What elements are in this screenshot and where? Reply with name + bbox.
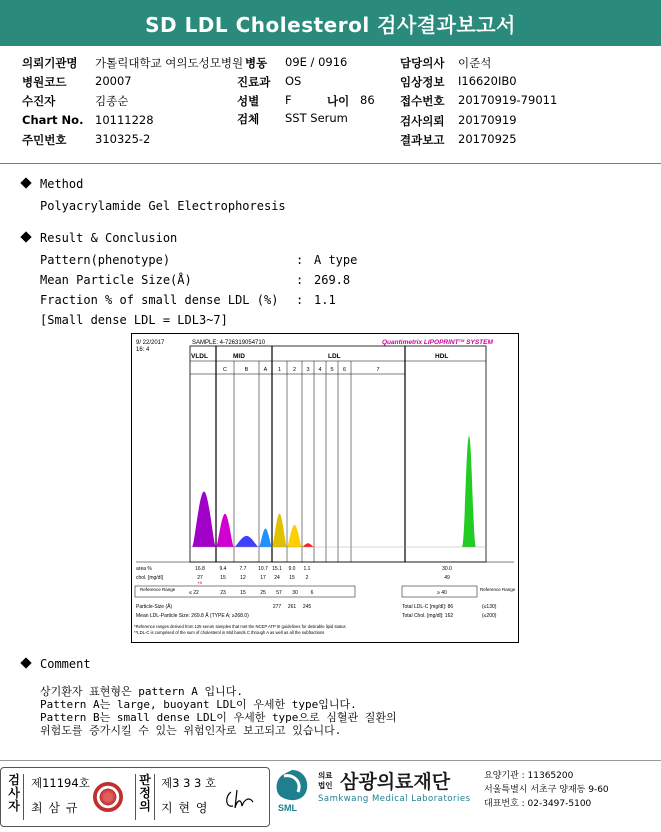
peak-vldl xyxy=(192,492,216,548)
table-cell: 49 xyxy=(444,575,450,581)
footnote-2: **LDL-C is comprised of the sum of cholesterol in Mid bands C through A as well as all the subfractions xyxy=(134,630,325,635)
reviewer-license: 제3 3 3 호 xyxy=(161,776,217,790)
ref-range-cell: ≤ 22 xyxy=(189,590,199,596)
hosp-code-value: 20007 xyxy=(95,74,132,88)
method-text: Polyacrylamide Gel Electrophoresis xyxy=(40,199,286,213)
examiner-name: 최 삼 규 xyxy=(31,801,79,815)
result-row-label: Mean Particle Size(Å) xyxy=(40,273,192,287)
sub-band-label: 2 xyxy=(292,367,297,373)
divider-bottom xyxy=(0,760,661,761)
table-cell: 15 xyxy=(220,575,226,581)
id-value: 310325-2 xyxy=(95,132,151,146)
table-cell: 24 xyxy=(274,575,280,581)
table-cell: 9.0 xyxy=(288,566,296,572)
peak-2 xyxy=(287,525,302,547)
reviewer-label: 판정의 xyxy=(135,774,155,820)
reviewer-signature xyxy=(223,786,259,814)
total-chol-ref: (≤200) xyxy=(482,613,497,619)
sub-band-label: 5 xyxy=(330,367,334,373)
ward-value: 09E / 0916 xyxy=(285,55,348,69)
divider-top xyxy=(0,163,661,164)
ref-range-label: Reference Range xyxy=(140,587,176,592)
report-title: SD LDL Cholesterol 검사결과보고서 xyxy=(0,0,661,46)
specimen-label: 검체 xyxy=(237,112,260,126)
particle-size-cell: 245 xyxy=(302,604,312,610)
chart-brand xyxy=(382,338,493,346)
test-req-value: 20170919 xyxy=(458,113,517,127)
receipt-label: 접수번호 xyxy=(400,94,445,108)
table-row-label: chol. [mg/dl] xyxy=(136,575,163,581)
result-heading-text: Result & Conclusion xyxy=(40,231,178,245)
diamond-bullet-icon xyxy=(20,231,31,242)
chart-sample: SAMPLE: 4-726319054710 xyxy=(192,340,266,346)
comment-line: Pattern A는 large, buoyant LDL이 우세한 type입니다. xyxy=(40,698,357,711)
particle-size-label: Particle-Size (Å) xyxy=(136,604,173,610)
org-prefix xyxy=(318,771,333,791)
comment-line: Pattern B는 small dense LDL이 우세한 type으로 심혈관 질환의 xyxy=(40,711,397,724)
chart-brand-name: Quantimetrix LIPOPRINT xyxy=(382,339,459,346)
ref-range-cell: 30 xyxy=(292,590,298,596)
result-row-value: 1.1 xyxy=(314,293,336,307)
comment-line: 위험도를 증가시킬 수 있는 위험인자로 보고되고 있습니다. xyxy=(40,724,342,737)
particle-size-cell: 261 xyxy=(287,604,297,610)
diamond-bullet-icon xyxy=(20,177,31,188)
particle-size-cell: 277 xyxy=(272,604,282,610)
examinee-label: 수진자 xyxy=(22,94,56,108)
result-row-label: Pattern(phenotype) xyxy=(40,253,171,267)
result-note: [Small dense LDL = LDL3~7] xyxy=(40,313,228,327)
method-heading xyxy=(22,177,83,191)
table-cell: 15.1 xyxy=(272,566,282,572)
chart-no-value: 10111228 xyxy=(95,113,154,127)
clinical-label: 임상정보 xyxy=(400,75,445,89)
table-cell: 7.7 xyxy=(239,566,247,572)
table-cell: 27 xyxy=(197,575,203,581)
sub-band-label: 6 xyxy=(342,367,347,373)
band-dividers xyxy=(190,346,486,562)
report-label: 결과보고 xyxy=(400,133,445,147)
reviewer-name: 지 현 영 xyxy=(161,801,209,815)
band-label-ldl: LDL xyxy=(328,353,341,360)
chart-date: 9/ 22/2017 xyxy=(136,340,165,346)
dept-label: 진료과 xyxy=(237,75,271,89)
org-address: 서울특별시 서초구 양재동 9-60 xyxy=(484,785,609,795)
peak-hdl xyxy=(462,436,476,547)
hosp-code-label: 병원코드 xyxy=(22,75,67,89)
org-phone: 대표번호 : 02-3497-5100 xyxy=(484,799,592,809)
age-value: 86 xyxy=(360,93,375,107)
report-value: 20170925 xyxy=(458,132,517,146)
result-row-label: Fraction % of small dense LDL (%) xyxy=(40,293,279,307)
table-cell: 12 xyxy=(240,575,246,581)
org-name: 삼광의료재단 xyxy=(340,771,451,793)
peak-c xyxy=(216,514,234,547)
table-cell: 10.7 xyxy=(258,566,268,572)
examiner-label: 검사자 xyxy=(5,774,24,820)
mean-size-text: Mean LDL-Particle Size: 269.8 Å (TYPE A; ≥268.0) xyxy=(136,613,249,619)
patient-info xyxy=(0,55,661,155)
sub-band-label: 7 xyxy=(376,367,380,373)
clinical-value: I16620IB0 xyxy=(458,74,517,88)
table-cell: 2 xyxy=(305,575,309,581)
table-cell: 9.4 xyxy=(219,566,227,572)
chart-table xyxy=(135,562,516,610)
chart-time: 16: 4 xyxy=(136,347,150,353)
chart-brand-tm: TM xyxy=(458,338,465,343)
sex-value: F xyxy=(285,93,292,107)
band-label-hdl: HDL xyxy=(435,353,449,360)
footer xyxy=(0,763,661,832)
result-row-value: 269.8 xyxy=(314,273,351,287)
doctor-value: 이준석 xyxy=(458,56,492,70)
sub-band-label: 1 xyxy=(277,367,282,373)
table-cell: 1.1 xyxy=(303,566,311,572)
diamond-bullet-icon xyxy=(20,657,31,668)
examinee-value: 김종순 xyxy=(95,94,129,108)
req-inst-value: 가톨릭대학교 여의도성모병원 xyxy=(95,56,244,70)
org-prefix-2: 법인 xyxy=(318,781,333,790)
ref-range-cell: 25 xyxy=(260,590,266,596)
sub-band-label: 3 xyxy=(306,367,310,373)
lipoprint-chart xyxy=(131,333,519,643)
sub-band-label: B xyxy=(244,367,249,373)
peak-b xyxy=(234,536,259,547)
chart-svg xyxy=(132,334,518,642)
sub-band-label: C xyxy=(223,367,227,373)
doctor-label: 담당의사 xyxy=(400,56,445,70)
total-ldl-ref: (≤130) xyxy=(482,604,497,610)
ref-range-cell: 6 xyxy=(310,590,314,596)
table-cell: 17 xyxy=(260,575,266,581)
sub-band-label: A xyxy=(263,367,268,373)
peak-a xyxy=(259,529,272,548)
table-cell: 16.8 xyxy=(195,566,205,572)
chol-flag: HI xyxy=(198,580,202,585)
sub-band-label: 4 xyxy=(318,367,322,373)
age-label: 나이 xyxy=(327,94,350,108)
examiner-seal xyxy=(93,782,123,812)
total-ldl-text: Total LDL-C [mg/dl]: 86 xyxy=(402,604,454,610)
method-heading-text: Method xyxy=(40,177,84,191)
examiner-license: 제11194호 xyxy=(31,776,90,790)
sml-logo-icon xyxy=(272,768,312,814)
chart-brand-system: SYSTEM xyxy=(464,339,493,346)
result-row-sep: : xyxy=(296,253,304,267)
comment-line: 상기환자 표현형은 pattern A 입니다. xyxy=(40,685,243,698)
table-cell: 30.0 xyxy=(442,566,452,572)
result-row-sep: : xyxy=(296,273,304,287)
specimen-value: SST Serum xyxy=(285,111,348,125)
req-inst-label: 의뢰기관명 xyxy=(22,56,78,70)
care-code: 요양기관 : 11365200 xyxy=(484,771,574,781)
org-prefix-1: 의료 xyxy=(318,771,333,780)
chart-no-label: Chart No. xyxy=(22,113,84,127)
ref-range-cell: 23 xyxy=(220,590,226,596)
peak-1 xyxy=(272,514,287,547)
test-req-label: 검사의뢰 xyxy=(400,114,445,128)
comment-heading xyxy=(22,657,91,671)
ref-range-hdl: ≥ 40 xyxy=(437,590,447,596)
org-english-name: Samkwang Medical Laboratories xyxy=(318,794,471,804)
peak-3 xyxy=(302,543,314,547)
result-heading xyxy=(22,231,177,245)
id-label: 주민번호 xyxy=(22,133,67,147)
receipt-value: 20170919-79011 xyxy=(458,93,558,107)
ref-range-label-right: Reference Range xyxy=(480,587,516,592)
signature-box xyxy=(0,767,270,827)
footnote-1: *Reference ranges derived from 125 serum samples that met the NCEP ATP III guidelines for desirable lipid status xyxy=(134,624,346,629)
sex-label: 성별 xyxy=(237,94,260,108)
ward-label: 병동 xyxy=(245,56,268,70)
result-row-value: A type xyxy=(314,253,358,267)
logo-text: SML xyxy=(278,803,297,813)
sub-band-labels xyxy=(223,367,380,373)
table-row-label: area % xyxy=(136,566,152,572)
org-contact xyxy=(484,769,609,811)
band-label-vldl: VLDL xyxy=(191,353,208,360)
table-cell: 15 xyxy=(289,575,295,581)
result-row-sep: : xyxy=(296,293,304,307)
dept-value: OS xyxy=(285,74,302,88)
ref-range-cell: 15 xyxy=(240,590,246,596)
ref-range-cell: 57 xyxy=(276,590,282,596)
band-label-mid: MID xyxy=(233,353,245,360)
total-chol-text: Total Chol. [mg/dl]: 162 xyxy=(402,613,454,619)
comment-heading-text: Comment xyxy=(40,657,91,671)
